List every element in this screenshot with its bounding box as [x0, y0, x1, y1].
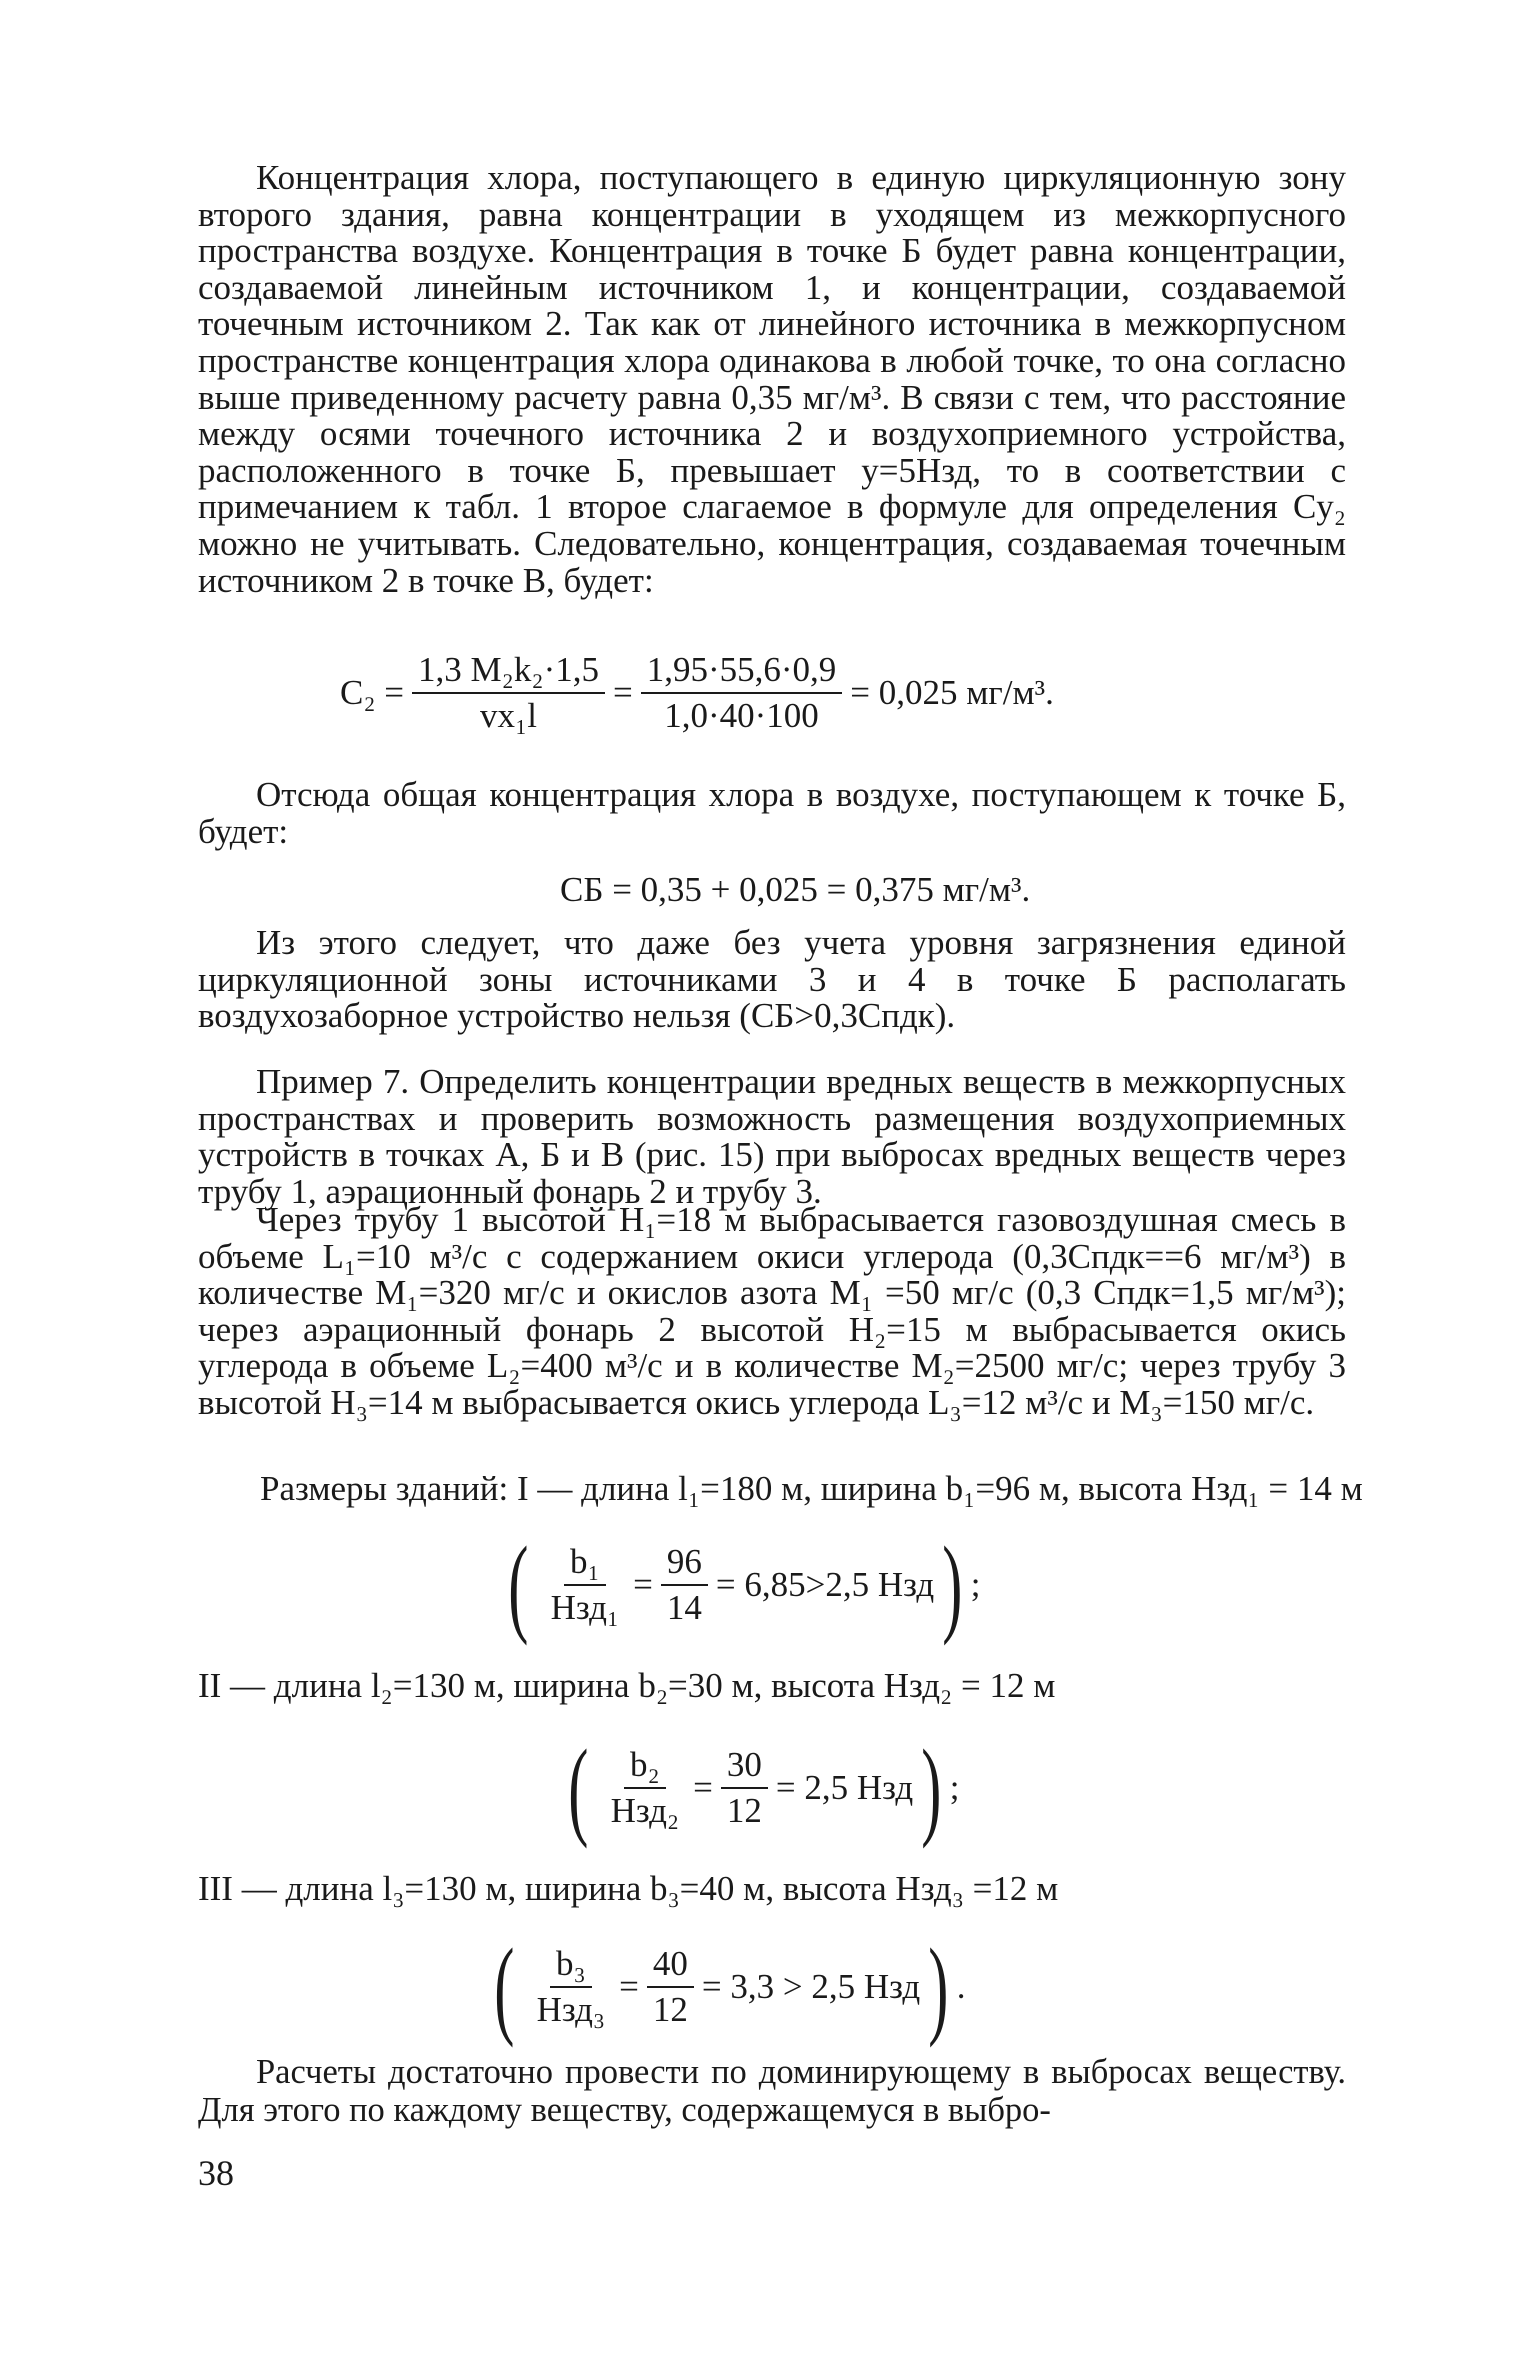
right-paren: ) — [921, 1727, 942, 1849]
formula-b1-den-1: Hзд₁ — [550, 1588, 620, 1627]
formula-b1-fraction-2 — [661, 1542, 708, 1628]
left-paren: ( — [508, 1524, 529, 1646]
formula-c2-fraction-1 — [412, 650, 605, 736]
formula-c2-fraction-2 — [641, 650, 843, 736]
formula-c2-num-1: 1,3 M₂k₂·1,5 — [412, 650, 605, 694]
formula-b3-num-1: b₃ — [550, 1944, 592, 1988]
formula-b1-fraction-1 — [545, 1542, 625, 1628]
paragraph-5-text: Через трубу 1 высотой H₁=18 м выбрасывается газовоздушная смесь в объеме L₁=10 м³/с с содержанием окиси углерода (0,3Cпдк==6 мг/м³) в количестве M₁=320 мг/с и окислов азота M₁ =50 мг/с (0,3 Cпдк=1,5 мг/м³); через аэрационный фонарь 2 высотой H₂=15 м выбрасывается окись углерода в объеме L₂=400 м³/с и в количестве M₂=2500 мг/с; через трубу 3 высотой H₃=14 м выбрасывается окись углерода L₃=12 м³/с и M₃=150 мг/с. — [198, 1200, 1346, 1422]
right-paren: ) — [928, 1926, 949, 2048]
formula-b1-tail: ; — [970, 1565, 981, 1604]
formula-b3-fraction-2 — [647, 1944, 694, 2030]
formula-c2-num-2: 1,95·55,6·0,9 — [641, 650, 843, 694]
formula-building-1 — [500, 1524, 981, 1646]
formula-b3-den-1: Hзд₃ — [536, 1990, 606, 2029]
paragraph-3-text: Из этого следует, что даже без учета уровня загрязнения единой циркуляционной зоны источниками 3 и 4 в точке Б располагать воздухозаборное устройство нельзя (CБ>0,3Cпдк). — [198, 923, 1346, 1036]
paragraph-1-text: Концентрация хлора, поступающего в единую циркуляционную зону второго здания, равна концентрации в уходящем из межкорпусного пространства воздухе. Концентрация в точке Б будет равна концентрации, создаваемой линейным источником 1, и концентрации, создаваемой точечным источником 2. Так как от линейного источника в межкорпусном пространстве концентрация хлора одинакова в любой точке, то она согласно выше приведенному расчету равна 0,35 мг/м³. В связи с тем, что расстояние между осями точечного источника 2 и воздухоприемного устройства, расположенного в точке Б, превышает y=5Hзд, то в соответствии с примечанием к табл. 1 второе слагаемое в формуле для определения Cy₂ можно не учитывать. Следовательно, концентрация, создаваемая точечным источником 2 в точке В, будет: — [198, 158, 1346, 600]
formula-b2-fraction-1 — [605, 1745, 685, 1831]
formula-b2-den-1: Hзд₂ — [610, 1791, 680, 1830]
formula-c2-den-2: 1,0·40·100 — [664, 696, 819, 735]
paragraph-conclusion — [198, 925, 1346, 1035]
formula-b2-fraction-2 — [721, 1745, 768, 1831]
page-number: 38 — [198, 2153, 234, 2193]
formula-b1-equals: = — [633, 1565, 653, 1604]
formula-b1-result: = 6,85>2,5 Hзд — [715, 1565, 935, 1604]
formula-c2-result: = 0,025 мг/м³. — [850, 673, 1054, 712]
formula-building-2 — [560, 1727, 960, 1849]
formula-b2-result: = 2,5 Hзд — [775, 1768, 914, 1807]
paragraph-example-7 — [198, 1064, 1346, 1210]
formula-b2-tail: ; — [949, 1768, 960, 1807]
building-3-dimensions: III — длина l₃=130 м, ширина b₃=40 м, высота Hзд₃ =12 м — [198, 1869, 1059, 1908]
right-paren: ) — [942, 1524, 963, 1646]
formula-b3-result: = 3,3 > 2,5 Hзд — [701, 1967, 921, 2006]
formula-b3-equals: = — [619, 1967, 639, 2006]
formula-b3-den-2: 12 — [652, 1990, 688, 2029]
left-paren: ( — [568, 1727, 589, 1849]
formula-b2-num-1: b₂ — [624, 1745, 666, 1789]
formula-b3-fraction-1 — [531, 1944, 611, 2030]
formula-b2-den-2: 12 — [726, 1791, 762, 1830]
formula-c2 — [340, 650, 1054, 736]
formula-b1-num-2: 96 — [661, 1542, 708, 1586]
formula-c2-den-1: vx₁l — [480, 696, 537, 735]
building-2-dimensions: II — длина l₂=130 м, ширина b₂=30 м, высота Hзд₂ = 12 м — [198, 1666, 1056, 1705]
paragraph-emissions — [198, 1202, 1346, 1422]
paragraph-6-text: Расчеты достаточно провести по доминирующему в выбросах веществу. Для этого по каждому веществу, содержащемуся в выбро- — [198, 2053, 1346, 2129]
formula-b3-num-2: 40 — [647, 1944, 694, 1988]
building-1-dimensions: Размеры зданий: I — длина l₁=180 м, ширина b₁=96 м, высота Hзд₁ = 14 м — [260, 1469, 1363, 1508]
formula-b1-num-1: b₁ — [564, 1542, 606, 1586]
formula-c2-lhs: C₂ = — [340, 673, 405, 712]
paragraph-chlorine-concentration — [198, 160, 1346, 599]
formula-cb-text: CБ = 0,35 + 0,025 = 0,375 мг/м³. — [560, 870, 1031, 909]
formula-b2-num-2: 30 — [721, 1745, 768, 1789]
paragraph-calculation-note — [198, 2053, 1346, 2129]
formula-cb — [560, 870, 1030, 910]
formula-building-3 — [486, 1926, 966, 2048]
formula-b1-den-2: 14 — [666, 1588, 702, 1627]
paragraph-2-text: Отсюда общая концентрация хлора в воздухе, поступающем к точке Б, будет: — [198, 775, 1346, 851]
formula-b3-tail: . — [956, 1967, 966, 2006]
paragraph-total-concentration — [198, 777, 1346, 850]
formula-b2-equals: = — [693, 1768, 713, 1807]
paragraph-4-text: Пример 7. Определить концентрации вредных веществ в межкорпусных пространствах и проверить возможность размещения воздухоприемных устройств в точках А, Б и В (рис. 15) при выбросах вредных веществ через трубу 1, аэрационный фонарь 2 и трубу 3. — [198, 1062, 1346, 1211]
left-paren: ( — [494, 1926, 515, 2048]
formula-c2-equals: = — [612, 673, 633, 712]
